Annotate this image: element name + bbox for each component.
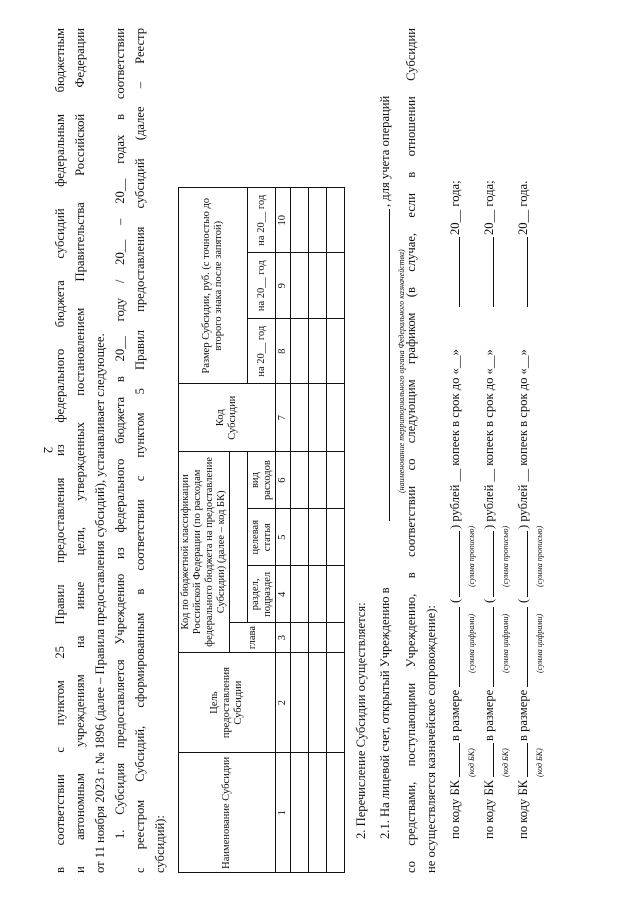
caption-kod-bk: (код БК) (501, 748, 510, 777)
sum-words-field[interactable] (527, 531, 528, 597)
col-number: 2 (276, 652, 291, 753)
caption-kod-bk: (код БК) (467, 748, 476, 777)
subsidy-table (178, 187, 345, 873)
col-number: 6 (276, 451, 291, 508)
territorial-organ-caption: (наименование территориального органа Федерального казначейства) (397, 249, 406, 493)
table-number-row (276, 188, 291, 873)
col-number: 8 (276, 318, 291, 383)
kod-bk-field[interactable] (493, 743, 494, 777)
para21-line (371, 28, 406, 873)
header-amount-group: Размер Субсидии, руб. (с точностью до второго знака после запятой) (179, 188, 248, 384)
col-number: 10 (276, 188, 291, 254)
document-body (50, 28, 610, 873)
header-code-subsidy: Код Субсидии (179, 384, 276, 452)
kod-bk-field[interactable] (527, 743, 528, 777)
sum-words-field[interactable] (459, 531, 460, 597)
table-row (291, 188, 309, 873)
caption-kod-bk: (код БК) (535, 748, 544, 777)
sum-words-field[interactable] (493, 531, 494, 597)
para21-cont-2: не осуществляется казначейское сопровождение): (424, 605, 438, 873)
intro-line-3: от 11 ноября 2023 г. № 1896 (далее – Правила предоставления субсидий), устанавливает следующее. (93, 333, 107, 873)
para1-line-1: 1. Субсидия предоставляется Учреждению из федерального бюджета в 20__ году / 20__ – 20__ годах в соответствии (113, 28, 127, 839)
header-goal: Цель предоставления Субсидии (179, 652, 276, 753)
intro-line-1: в соответствии с пунктом 25 Правил предоставления из федерального бюджета субсидий федеральным бюджетным (53, 28, 67, 873)
caption-sum-digits: (сумма цифрами) (535, 613, 544, 673)
col-number: 7 (276, 384, 291, 452)
territorial-organ-field[interactable] (389, 209, 390, 521)
caption-sum-digits: (сумма цифрами) (501, 613, 510, 673)
header-vid: вид расходов (248, 451, 276, 508)
date-field[interactable] (493, 237, 494, 307)
payment-line: по коду БК в размере ( ) рублей __ копеек в срок до «__» 20__ года; (код БК) (сумма цифрами) (сумма прописью) (475, 28, 509, 873)
col-number: 5 (276, 509, 291, 566)
para2: 2. Перечисление Субсидии осуществляется: (354, 602, 368, 839)
col-number: 9 (276, 253, 291, 318)
header-year-2: на 20__ год (248, 253, 276, 318)
table-row (327, 188, 345, 873)
caption-sum-words: (сумма прописью) (501, 525, 510, 587)
para1-line-2: с реестром Субсидий, сформированным в соответствии с пунктом 5 Правил предоставления субсидий (далее – Реестр (133, 28, 147, 873)
payment-line: по коду БК в размере ( ) рублей __ копеек в срок до «__» 20__ года. (код БК) (сумма цифрами) (сумма прописью) (509, 28, 543, 873)
sum-digits-field[interactable] (459, 607, 460, 687)
header-glava: глава (230, 623, 276, 652)
col-number: 3 (276, 623, 291, 652)
date-field[interactable] (459, 237, 460, 307)
para21-text: 2.1. На лицевой счет, открытый Учреждению в (378, 587, 392, 839)
caption-sum-words: (сумма прописью) (535, 525, 544, 587)
para1-line-3: субсидий): (153, 815, 167, 873)
col-number: 4 (276, 566, 291, 623)
caption-sum-digits: (сумма цифрами) (467, 613, 476, 673)
header-statya: целевая статья (248, 509, 276, 566)
header-year-3: на 20__ год (248, 188, 276, 254)
para21-cont-1: со средствами, поступающими Учреждению, в соответствии со следующим графиком (в случае, если в отношении Субсидии (404, 28, 418, 873)
col-number: 1 (276, 753, 291, 873)
header-razdel: раздел, подраздел (248, 566, 276, 623)
header-year-1: на 20__ год (248, 318, 276, 383)
header-code-group: Код по бюджетной классификации Российской Федерации (по расходам федерального бюджета на предоставление Субсидии) (далее – код БК) (179, 451, 230, 652)
payment-line: по коду БК в размере ( ) рублей __ копеек в срок до «__» 20__ года; (код БК) (сумма цифрами) (сумма прописью) (441, 28, 475, 873)
page-number: 2 (41, 446, 56, 454)
date-field[interactable] (527, 237, 528, 307)
sum-digits-field[interactable] (493, 607, 494, 687)
kod-bk-field[interactable] (459, 743, 460, 777)
para21-text-end: , для учета операций (378, 95, 392, 207)
intro-line-2: и автономным учреждениям на иные цели, утвержденных постановлением Правительства Российской Федерации (73, 28, 87, 873)
table-row (309, 188, 327, 873)
caption-sum-words: (сумма прописью) (467, 525, 476, 587)
sum-digits-field[interactable] (527, 607, 528, 687)
header-name: Наименование Субсидии (179, 753, 276, 873)
